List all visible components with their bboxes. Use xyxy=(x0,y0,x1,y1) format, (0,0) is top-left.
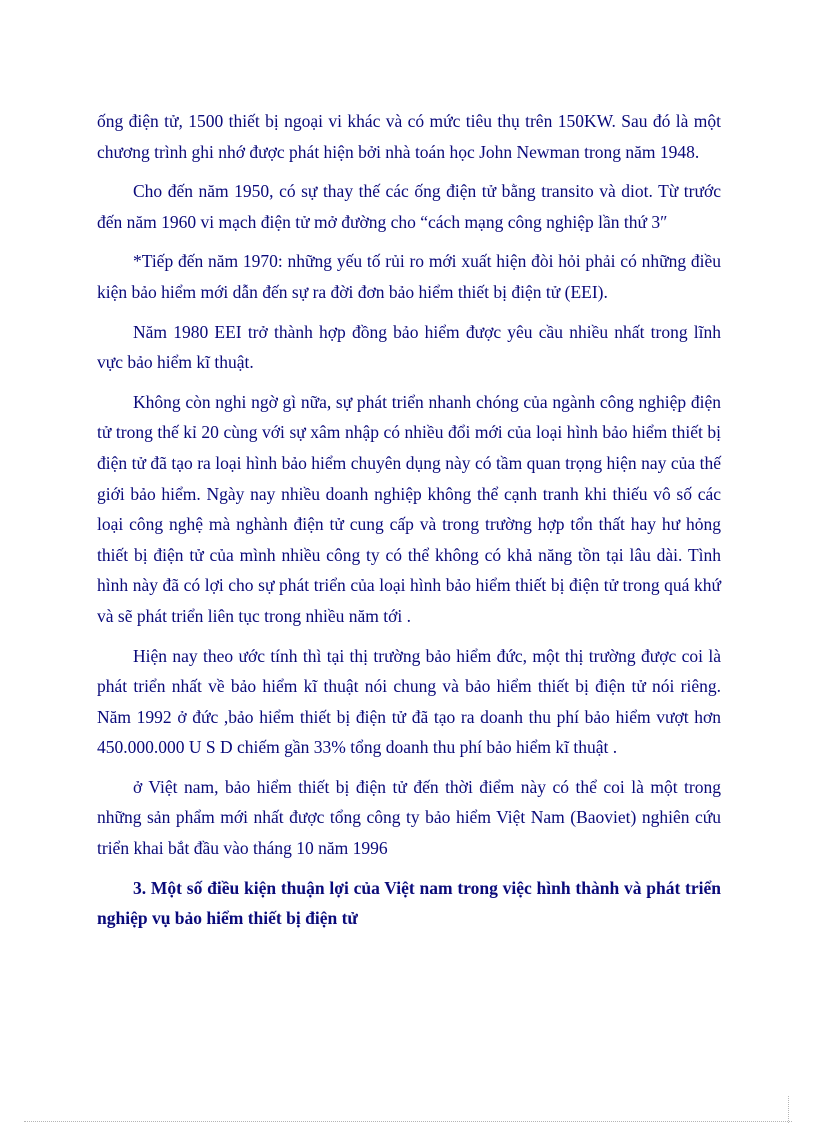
document-body xyxy=(97,106,721,943)
paragraph-continuation: ống điện tử, 1500 thiết bị ngoại vi khác và có mức tiêu thụ trên 150KW. Sau đó là một chương trình ghi nhớ được phát hiện bởi nhà toán học John Newman trong năm 1948. xyxy=(97,111,721,162)
paragraph-germany-market: Hiện nay theo ước tính thì tại thị trường bảo hiểm đức, một thị trường được coi là phát triển nhất về bảo hiểm kĩ thuật nói chung và bảo hiểm thiết bị điện tử nói riêng. Năm 1992 ở đức ,bảo hiểm thiết bị điện tử đã tạo ra doanh thu phí bảo hiểm vượt hơn 450.000.000 U S D chiếm gần 33% tổng doanh thu phí bảo hiểm kĩ thuật . xyxy=(97,645,721,758)
paragraph-1970: *Tiếp đến năm 1970: những yếu tố rủi ro mới xuất hiện đòi hỏi phải có những điều kiện bảo hiểm mới dẫn đến sự ra đời đơn bảo hiểm thiết bị điện tử (EEI). xyxy=(97,251,721,302)
paragraph-1950: Cho đến năm 1950, có sự thay thế các ống điện tử bằng transito và diot. Từ trước đến năm 1960 vi mạch điện tử mở đường cho “cách mạng công nghiệp lần thứ 3″ xyxy=(97,181,721,232)
paragraph-vietnam: ở Việt nam, bảo hiểm thiết bị điện tử đến thời điểm này có thể coi là một trong những sản phẩm mới nhất được tổng công ty bảo hiểm Việt Nam (Baoviet) nghiên cứu triển khai bắt đầu vào tháng 10 năm 1996 xyxy=(97,776,721,859)
page-bottom-border xyxy=(24,1121,792,1122)
section-heading: 3. Một số điều kiện thuận lợi của Việt nam trong việc hình thành và phát triển nghiệp vụ bảo hiểm thiết bị điện tử xyxy=(97,877,721,929)
page-corner-mark xyxy=(788,1096,789,1123)
paragraph-1980: Năm 1980 EEI trở thành hợp đồng bảo hiểm được yêu cầu nhiều nhất trong lĩnh vực bảo hiểm kĩ thuật. xyxy=(97,321,721,373)
paragraph-development: Không còn nghi ngờ gì nữa, sự phát triển nhanh chóng của ngành công nghiệp điện tử trong thế kỉ 20 cùng với sự xâm nhập có nhiều đổi mới của loại hình bảo hiểm thiết bị điện tử đã tạo ra loại hình bảo hiểm chuyên dụng này có tầm quan trọng hiện nay của thế giới bảo hiểm. Ngày nay nhiều doanh nghiệp không thể cạnh tranh khi thiếu vô số các loại công nghệ mà nghành điện tử cung cấp và trong trường hợp tổn thất hay hư hỏng thiết bị điện tử của mình nhiều công ty có thể không có khả năng tồn tại lâu dài. Tình hình này đã có lợi cho sự phát triển của loại hình bảo hiểm thiết bị điện tử trong quá khứ và sẽ phát triển liên tục trong nhiều năm tới . xyxy=(97,391,721,626)
